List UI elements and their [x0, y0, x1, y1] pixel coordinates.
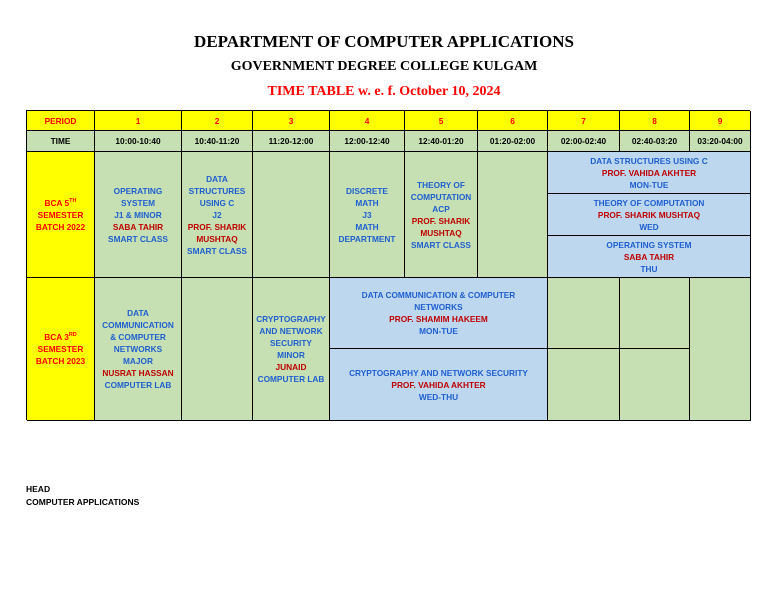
bca5-p4-cell: DISCRETE MATH J3 MATH DEPARTMENT — [330, 152, 405, 278]
period-4: 4 — [330, 111, 405, 131]
bca3-p8-top — [620, 278, 690, 349]
period-3: 3 — [253, 111, 330, 131]
time-8: 02:40-03:20 — [620, 131, 690, 152]
bca5-batch-label: BCA 5TH SEMESTER BATCH 2022 — [27, 152, 95, 278]
bca3-p3-cell: CRYPTOGRAPHY AND NETWORK SECURITY MINOR JUNAID COMPUTER LAB — [253, 278, 330, 421]
bca5-p2-cell: DATA STRUCTURES USING C J2 PROF. SHARIK MUSHTAQ SMART CLASS — [182, 152, 253, 278]
period-5: 5 — [405, 111, 478, 131]
bca3-p8-bottom — [620, 349, 690, 421]
bca3-p7-top — [548, 278, 620, 349]
period-6: 6 — [478, 111, 548, 131]
department-title: DEPARTMENT OF COMPUTER APPLICATIONS — [194, 32, 574, 51]
period-9: 9 — [690, 111, 751, 131]
bca3-p9-cell — [690, 278, 751, 421]
bca5-p6-cell — [478, 152, 548, 278]
timetable-title: TIME TABLE w. e. f. October 10, 2024 — [267, 84, 501, 99]
bca5-afternoon-os: OPERATING SYSTEM SABA TAHIR THU — [548, 236, 751, 278]
bca3-dccn-block: DATA COMMUNICATION & COMPUTER NETWORKS PROF. SHAMIM HAKEEM MON-TUE — [330, 278, 548, 349]
time-2: 10:40-11:20 — [182, 131, 253, 152]
bca5-p1-cell: OPERATING SYSTEM J1 & MINOR SABA TAHIR SMART CLASS — [95, 152, 182, 278]
period-2: 2 — [182, 111, 253, 131]
bca5-afternoon-ds: DATA STRUCTURES USING C PROF. VAHIDA AKHTER MON-TUE — [548, 152, 751, 194]
timetable-grid — [26, 110, 750, 420]
period-8: 8 — [620, 111, 690, 131]
time-5: 12:40-01:20 — [405, 131, 478, 152]
footer-department: COMPUTER APPLICATIONS — [26, 497, 140, 507]
time-3: 11:20-12:00 — [253, 131, 330, 152]
period-1: 1 — [95, 111, 182, 131]
time-9: 03:20-04:00 — [690, 131, 751, 152]
time-label: TIME — [27, 131, 95, 152]
bca3-cns-block: CRYPTOGRAPHY AND NETWORK SECURITY PROF. VAHIDA AKHTER WED-THU — [330, 349, 548, 421]
time-7: 02:00-02:40 — [548, 131, 620, 152]
time-1: 10:00-10:40 — [95, 131, 182, 152]
bca3-batch-label: BCA 3RD SEMESTER BATCH 2023 — [27, 278, 95, 421]
period-label: PERIOD — [27, 111, 95, 131]
time-6: 01:20-02:00 — [478, 131, 548, 152]
period-7: 7 — [548, 111, 620, 131]
footer-head: HEAD — [26, 484, 51, 494]
bca5-p5-cell: THEORY OF COMPUTATION ACP PROF. SHARIK MUSHTAQ SMART CLASS — [405, 152, 478, 278]
bca5-afternoon-toc: THEORY OF COMPUTATION PROF. SHARIK MUSHTAQ WED — [548, 194, 751, 236]
bca3-p7-bottom — [548, 349, 620, 421]
time-4: 12:00-12:40 — [330, 131, 405, 152]
bca5-p3-cell — [253, 152, 330, 278]
college-title: GOVERNMENT DEGREE COLLEGE KULGAM — [230, 59, 538, 74]
bca3-p1-cell: DATA COMMUNICATION & COMPUTER NETWORKS MAJOR NUSRAT HASSAN COMPUTER LAB — [95, 278, 182, 421]
bca3-p2-cell — [182, 278, 253, 421]
